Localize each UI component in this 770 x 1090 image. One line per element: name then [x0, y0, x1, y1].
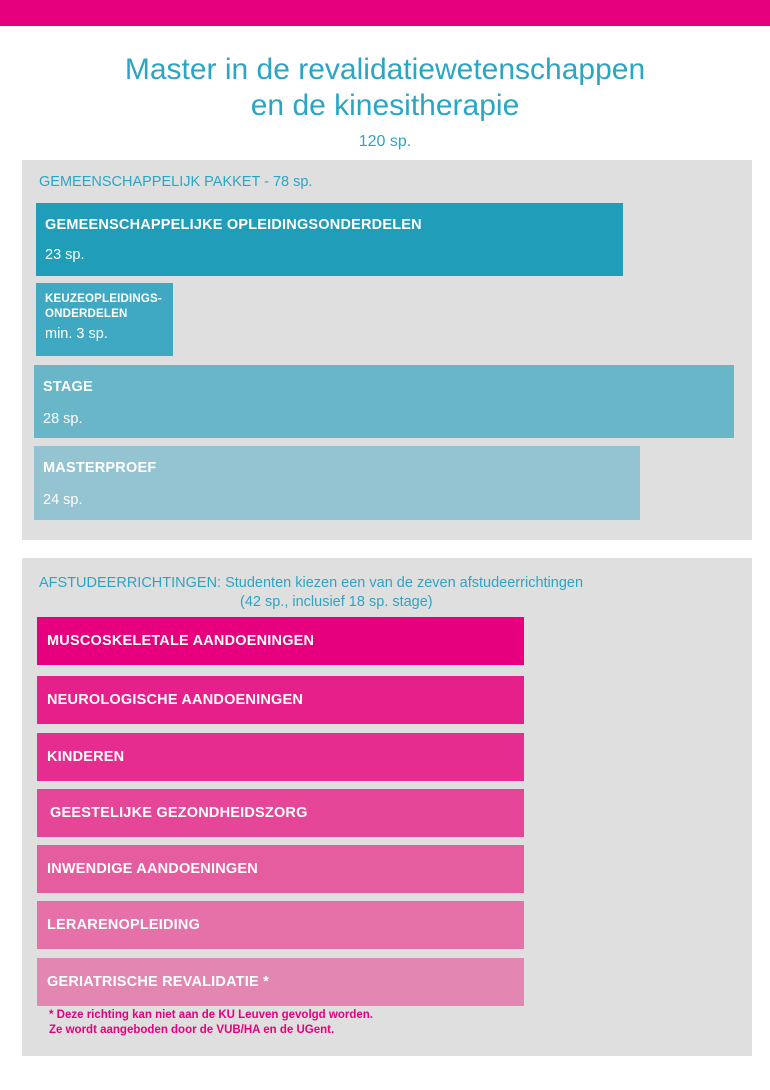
footnote-line2: Ze wordt aangeboden door de VUB/HA en de UGent. — [49, 1024, 335, 1036]
footnote — [49, 1008, 373, 1038]
specialization-geriatric: GERIATRISCHE REVALIDATIE * — [37, 958, 524, 1006]
block-internship — [34, 365, 734, 438]
block-credits: min. 3 sp. — [45, 326, 108, 342]
top-accent-bar — [0, 0, 770, 26]
block-name: MASTERPROEF — [43, 460, 157, 476]
specializations-heading-line1: AFSTUDEERRICHTINGEN: Studenten kiezen een van de zeven afstudeerrichtingen — [39, 575, 584, 591]
specializations-heading — [39, 574, 583, 612]
block-thesis — [34, 446, 640, 520]
block-credits: 28 sp. — [43, 411, 83, 427]
block-credits: 24 sp. — [43, 492, 83, 508]
specialization-mental-health: GEESTELIJKE GEZONDHEIDSZORG — [37, 789, 524, 837]
page-title — [0, 52, 770, 124]
specialization-neurological: NEUROLOGISCHE AANDOENINGEN — [37, 676, 524, 724]
block-credits: 23 sp. — [45, 247, 85, 263]
block-common-courses — [36, 203, 623, 276]
total-credits: 120 sp. — [358, 133, 412, 150]
block-name-line2: ONDERDELEN — [45, 308, 128, 320]
specializations-panel — [22, 558, 752, 1056]
block-name: GEMEENSCHAPPELIJKE OPLEIDINGSONDERDELEN — [45, 217, 422, 233]
specialization-musculoskeletal: MUSCOSKELETALE AANDOENINGEN — [37, 617, 524, 665]
block-name: STAGE — [43, 379, 93, 395]
page-title-line2: en de kinesitherapie — [250, 89, 520, 122]
specialization-internal: INWENDIGE AANDOENINGEN — [37, 845, 524, 893]
common-package-heading: GEMEENSCHAPPELIJK PAKKET - 78 sp. — [39, 174, 313, 190]
block-elective-courses — [36, 283, 173, 356]
specialization-children: KINDEREN — [37, 733, 524, 781]
block-name-line1: KEUZEOPLEIDINGS- — [45, 293, 162, 305]
block-name — [45, 292, 162, 322]
footnote-line1: * Deze richting kan niet aan de KU Leuven gevolgd worden. — [49, 1009, 373, 1021]
specialization-teacher-training: LERARENOPLEIDING — [37, 901, 524, 949]
specializations-heading-line2: (42 sp., inclusief 18 sp. stage) — [240, 594, 433, 610]
common-package-panel — [22, 160, 752, 540]
page-title-line1: Master in de revalidatiewetenschappen — [124, 53, 646, 86]
